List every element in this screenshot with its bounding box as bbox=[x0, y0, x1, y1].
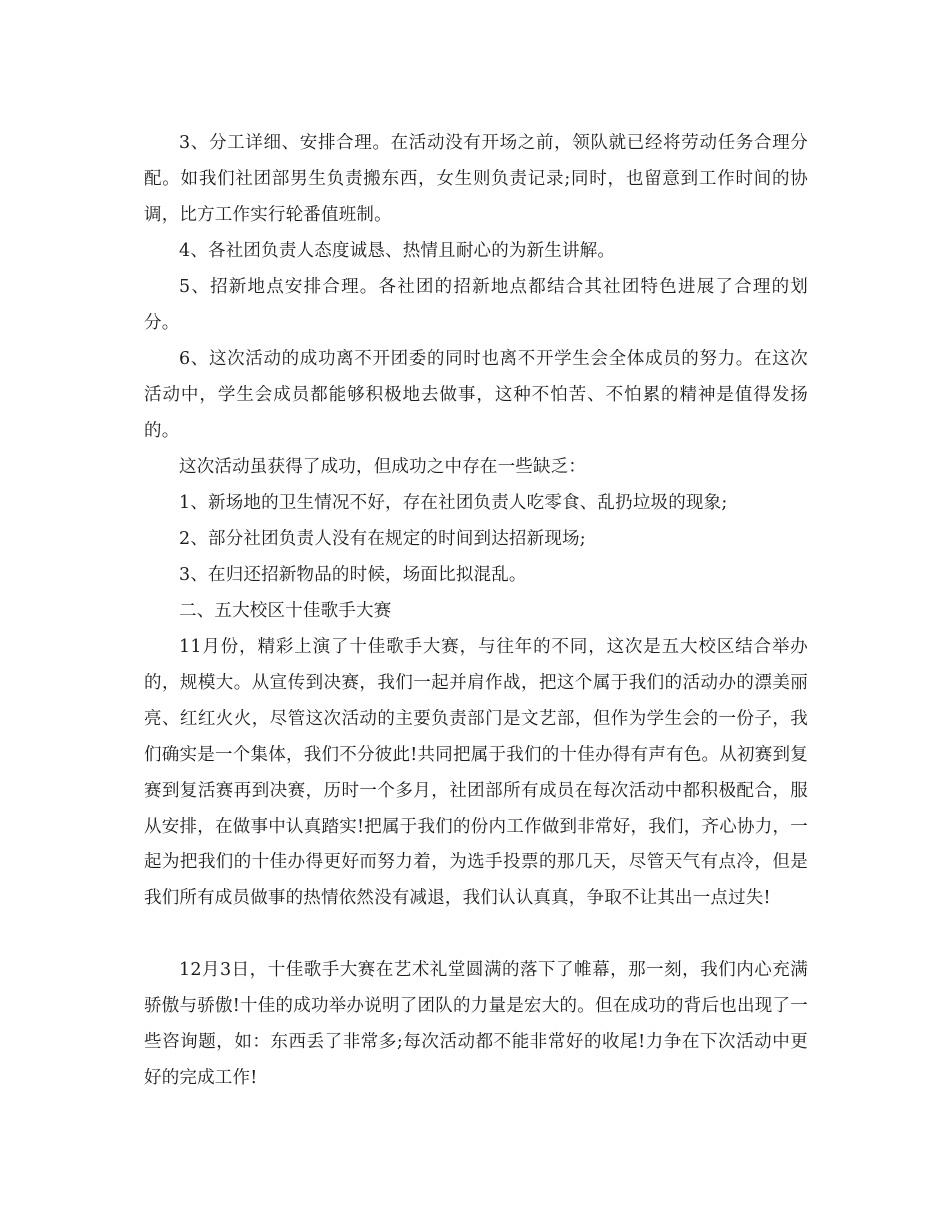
paragraph-shortcoming-3: 3、在归还招新物品的时候，场面比拟混乱。 bbox=[179, 565, 527, 585]
section-heading-singer-contest: 二、五大校区十佳歌手大赛 bbox=[179, 601, 392, 621]
paragraph-shortcomings-intro: 这次活动虽获得了成功，但成功之中存在一些缺乏： bbox=[179, 457, 587, 477]
paragraph-shortcoming-1: 1、新场地的卫生情况不好，存在社团负责人吃零食、乱扔垃圾的现象; bbox=[179, 493, 728, 513]
paragraph-team-effort: 6、这次活动的成功离不开团委的同时也离不开学生会全体成员的努力。在这次活动中，学生会成员都能够积极地去做事，这种不怕苦、不怕累的精神是值得发扬的。 bbox=[144, 349, 808, 441]
paragraph-november-contest: 11月份，精彩上演了十佳歌手大赛，与往年的不同，这次是五大校区结合举办的，规模大。从宣传到决赛，我们一起并肩作战，把这个属于我们的活动办的漂美丽亮、红红火火，尽管这次活动的主要负责部门是文艺部，但作为学生会的一份子，我们确实是一个集体，我们不分彼此!共同把属于我们的十佳办得有声有色。从初赛到复赛到复活赛再到决赛，历时一个多月，社团部所有成员在每次活动中都积极配合，服从安排，在做事中认真踏实!把属于我们的份内工作做到非常好，我们，齐心协力，一起为把我们的十佳办得更好而努力着，为选手投票的那几天，尽管天气有点冷，但是我们所有成员做事的热情依然没有减退，我们认认真真，争取不让其出一点过失! bbox=[144, 637, 808, 909]
paragraph-leaders-attitude: 4、各社团负责人态度诚恳、热情且耐心的为新生讲解。 bbox=[179, 241, 616, 261]
paragraph-division-of-labor: 3、分工详细、安排合理。在活动没有开场之前，领队就已经将劳动任务合理分配。如我们社团部男生负责搬东西，女生则负责记录;同时，也留意到工作时间的协调，比方工作实行轮番值班制。 bbox=[144, 133, 808, 225]
paragraph-shortcoming-2: 2、部分社团负责人没有在规定的时间到达招新现场; bbox=[179, 529, 586, 549]
paragraph-recruitment-location: 5、招新地点安排合理。各社团的招新地点都结合其社团特色进展了合理的划分。 bbox=[144, 277, 808, 333]
paragraph-december-finale: 12月3日，十佳歌手大赛在艺术礼堂圆满的落下了帷幕，那一刻，我们内心充满骄傲与骄傲!十佳的成功举办说明了团队的力量是宏大的。但在成功的背后也出现了一些咨询题，如：东西丢了非常多;每次活动都不能非常好的收尾!力争在下次活动中更好的完成工作! bbox=[144, 960, 808, 1088]
